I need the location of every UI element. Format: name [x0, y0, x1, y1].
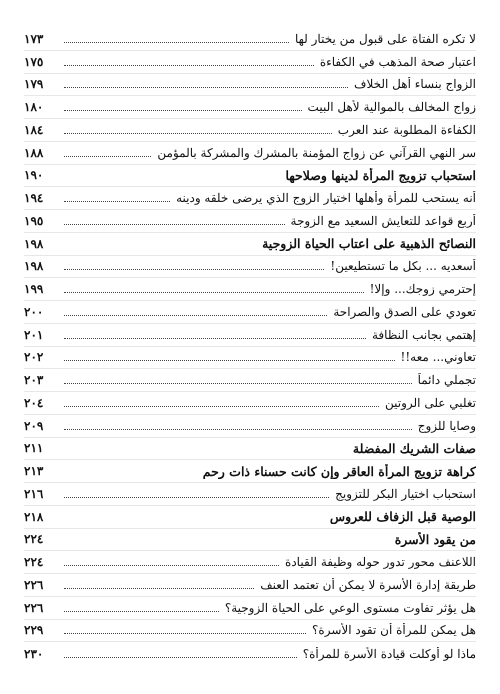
- toc-entry-title: إحترمي زوجك... وإلا!: [369, 282, 476, 297]
- toc-entry: [24, 642, 476, 665]
- toc-entry-title: النصائح الذهبية على اعتاب الحياة الزوجية: [262, 236, 476, 252]
- toc-section-heading: [24, 233, 476, 256]
- toc-entry: [24, 256, 476, 279]
- toc-page-number: ١٧٩: [24, 77, 44, 92]
- toc-entry: [24, 620, 476, 643]
- dot-leader: [64, 496, 329, 498]
- toc-entry-title: الوصية قبل الزفاف للعروس: [329, 509, 476, 525]
- toc-entry-title: تجملي دائماً: [417, 373, 476, 388]
- toc-entry: [24, 119, 476, 142]
- toc-page-number: ٢٢٦: [24, 577, 44, 592]
- toc-page-number: ١٩٨: [24, 259, 44, 274]
- toc-entry-title: هل يؤثر تفاوت مستوى الوعي على الحياة الزوجية؟: [224, 600, 476, 615]
- dot-leader: [64, 451, 347, 452]
- toc-page-number: ٢٠٩: [24, 418, 44, 433]
- toc-page-number: ٢٣٠: [24, 646, 44, 661]
- toc-entry-title: هل يمكن للمرأة أن تقود الأسرة؟: [312, 623, 476, 638]
- dot-leader: [64, 268, 324, 270]
- dot-leader: [64, 64, 314, 66]
- dot-leader: [64, 132, 332, 134]
- toc-page-number: ١٩٥: [24, 213, 44, 228]
- toc-entry: [24, 347, 476, 370]
- toc-page-number: ٢٠١: [24, 327, 44, 342]
- dot-leader: [64, 519, 324, 520]
- toc-entry: [24, 96, 476, 119]
- toc-entry: [24, 574, 476, 597]
- toc-entry: [24, 142, 476, 165]
- dot-leader: [64, 474, 197, 475]
- toc-entry-title: الكفاءة المطلوبة عند العرب: [337, 122, 476, 137]
- toc-page-number: ١٨٨: [24, 145, 44, 160]
- dot-leader: [64, 587, 254, 589]
- toc-page-number: ٢٢٦: [24, 600, 44, 615]
- dot-leader: [64, 564, 279, 566]
- toc-page-number: ٢١٣: [24, 464, 44, 479]
- dot-leader: [64, 656, 297, 658]
- toc-entry: [24, 415, 476, 438]
- dot-leader: [64, 86, 348, 88]
- toc-entry-title: استحباب اختيار البكر للتزويج: [335, 486, 476, 501]
- toc-entry-title: تعاوني... معه!!: [400, 350, 476, 365]
- toc-entry-title: اعتبار صحة المذهب في الكفاءة: [319, 54, 476, 69]
- toc-entry: [24, 301, 476, 324]
- table-of-contents: [24, 28, 476, 665]
- dot-leader: [64, 610, 219, 612]
- toc-section-heading: [24, 165, 476, 188]
- toc-entry: [24, 187, 476, 210]
- toc-entry-title: اللاعنف محور تدور حوله وظيفة القيادة: [285, 555, 476, 570]
- dot-leader: [64, 155, 151, 157]
- toc-page-number: ٢٢٤: [24, 555, 44, 570]
- toc-entry: [24, 278, 476, 301]
- toc-page-number: ١٧٣: [24, 31, 44, 46]
- toc-page-number: ٢٠٣: [24, 373, 44, 388]
- toc-page-number: ١٩٠: [24, 168, 44, 183]
- dot-leader: [64, 428, 412, 430]
- toc-page-number: ٢١٦: [24, 486, 44, 501]
- dot-leader: [64, 632, 306, 634]
- toc-page-number: ١٧٥: [24, 54, 44, 69]
- dot-leader: [64, 337, 366, 339]
- toc-page-number: ٢٠٤: [24, 395, 44, 410]
- toc-section-heading: [24, 529, 476, 552]
- toc-entry-title: سر النهي القرآني عن زواج المؤمنة بالمشرك والمشركة بالمؤمن: [157, 145, 476, 160]
- toc-page-number: ٢٠٢: [24, 350, 44, 365]
- toc-page-number: ٢٢٩: [24, 623, 44, 638]
- toc-page-number: ١٩٩: [24, 282, 44, 297]
- toc-entry-title: أنه يستحب للمرأة وأهلها اختيار الزوج الذي يرضى خلقه ودينه: [176, 191, 476, 206]
- toc-entry-title: أسعديه ... بكل ما تستطيعين!: [330, 259, 476, 274]
- toc-entry-title: صفات الشريك المفضلة: [352, 440, 476, 456]
- toc-page-number: ١٨٠: [24, 100, 44, 115]
- toc-entry-title: طريقة إدارة الأسرة لا يمكن أن تعتمد العنف: [260, 577, 476, 592]
- dot-leader: [64, 246, 256, 247]
- toc-entry-title: لا تكره الفتاة على قبول من يختار لها: [294, 31, 476, 46]
- toc-entry-title: تغلبي على الروتين: [385, 395, 476, 410]
- toc-entry: [24, 210, 476, 233]
- toc-page-number: ٢١٨: [24, 509, 44, 524]
- toc-entry-title: وصايا للزوج: [417, 418, 476, 433]
- toc-entry: [24, 597, 476, 620]
- toc-page-number: ٢٢٤: [24, 532, 44, 547]
- dot-leader: [64, 291, 364, 293]
- dot-leader: [64, 178, 279, 179]
- toc-section-heading: [24, 438, 476, 461]
- dot-leader: [64, 223, 285, 225]
- toc-page-number: ١٩٨: [24, 236, 44, 251]
- toc-entry-title: ماذا لو أوكلت قيادة الأسرة للمرأة؟: [302, 646, 476, 661]
- toc-page-number: ١٨٤: [24, 122, 44, 137]
- dot-leader: [64, 359, 395, 361]
- toc-entry: [24, 551, 476, 574]
- dot-leader: [64, 542, 389, 543]
- toc-section-heading: [24, 506, 476, 529]
- toc-section-heading: [24, 460, 476, 483]
- dot-leader: [64, 200, 170, 202]
- toc-entry-title: كراهة تزويج المرأة العاقر وإن كانت حسناء ذات رحم: [202, 463, 476, 479]
- dot-leader: [64, 314, 327, 316]
- toc-entry: [24, 51, 476, 74]
- dot-leader: [64, 382, 412, 384]
- toc-entry: [24, 483, 476, 506]
- toc-entry: [24, 392, 476, 415]
- toc-entry-title: الزواج بنساء أهل الخلاف: [354, 77, 476, 92]
- toc-page-number: ١٩٤: [24, 191, 44, 206]
- toc-entry-title: أربع قواعد للتعايش السعيد مع الزوجة: [290, 213, 476, 228]
- toc-entry-title: استحباب تزويج المرأة لدينها وصلاحها: [285, 167, 476, 183]
- dot-leader: [64, 41, 289, 43]
- toc-entry-title: زواج المخالف بالموالية لأهل البيت: [307, 100, 476, 115]
- toc-entry: [24, 324, 476, 347]
- toc-entry-title: إهتمي بجانب النظافة: [372, 327, 476, 342]
- toc-page-number: ٢٠٠: [24, 304, 44, 319]
- dot-leader: [64, 405, 379, 407]
- toc-entry: [24, 28, 476, 51]
- toc-entry-title: من يقود الأسرة: [394, 531, 476, 547]
- toc-entry: [24, 369, 476, 392]
- toc-entry: [24, 74, 476, 97]
- dot-leader: [64, 109, 302, 111]
- toc-entry-title: تعودي على الصدق والصراحة: [333, 304, 476, 319]
- toc-page-number: ٢١١: [24, 441, 44, 456]
